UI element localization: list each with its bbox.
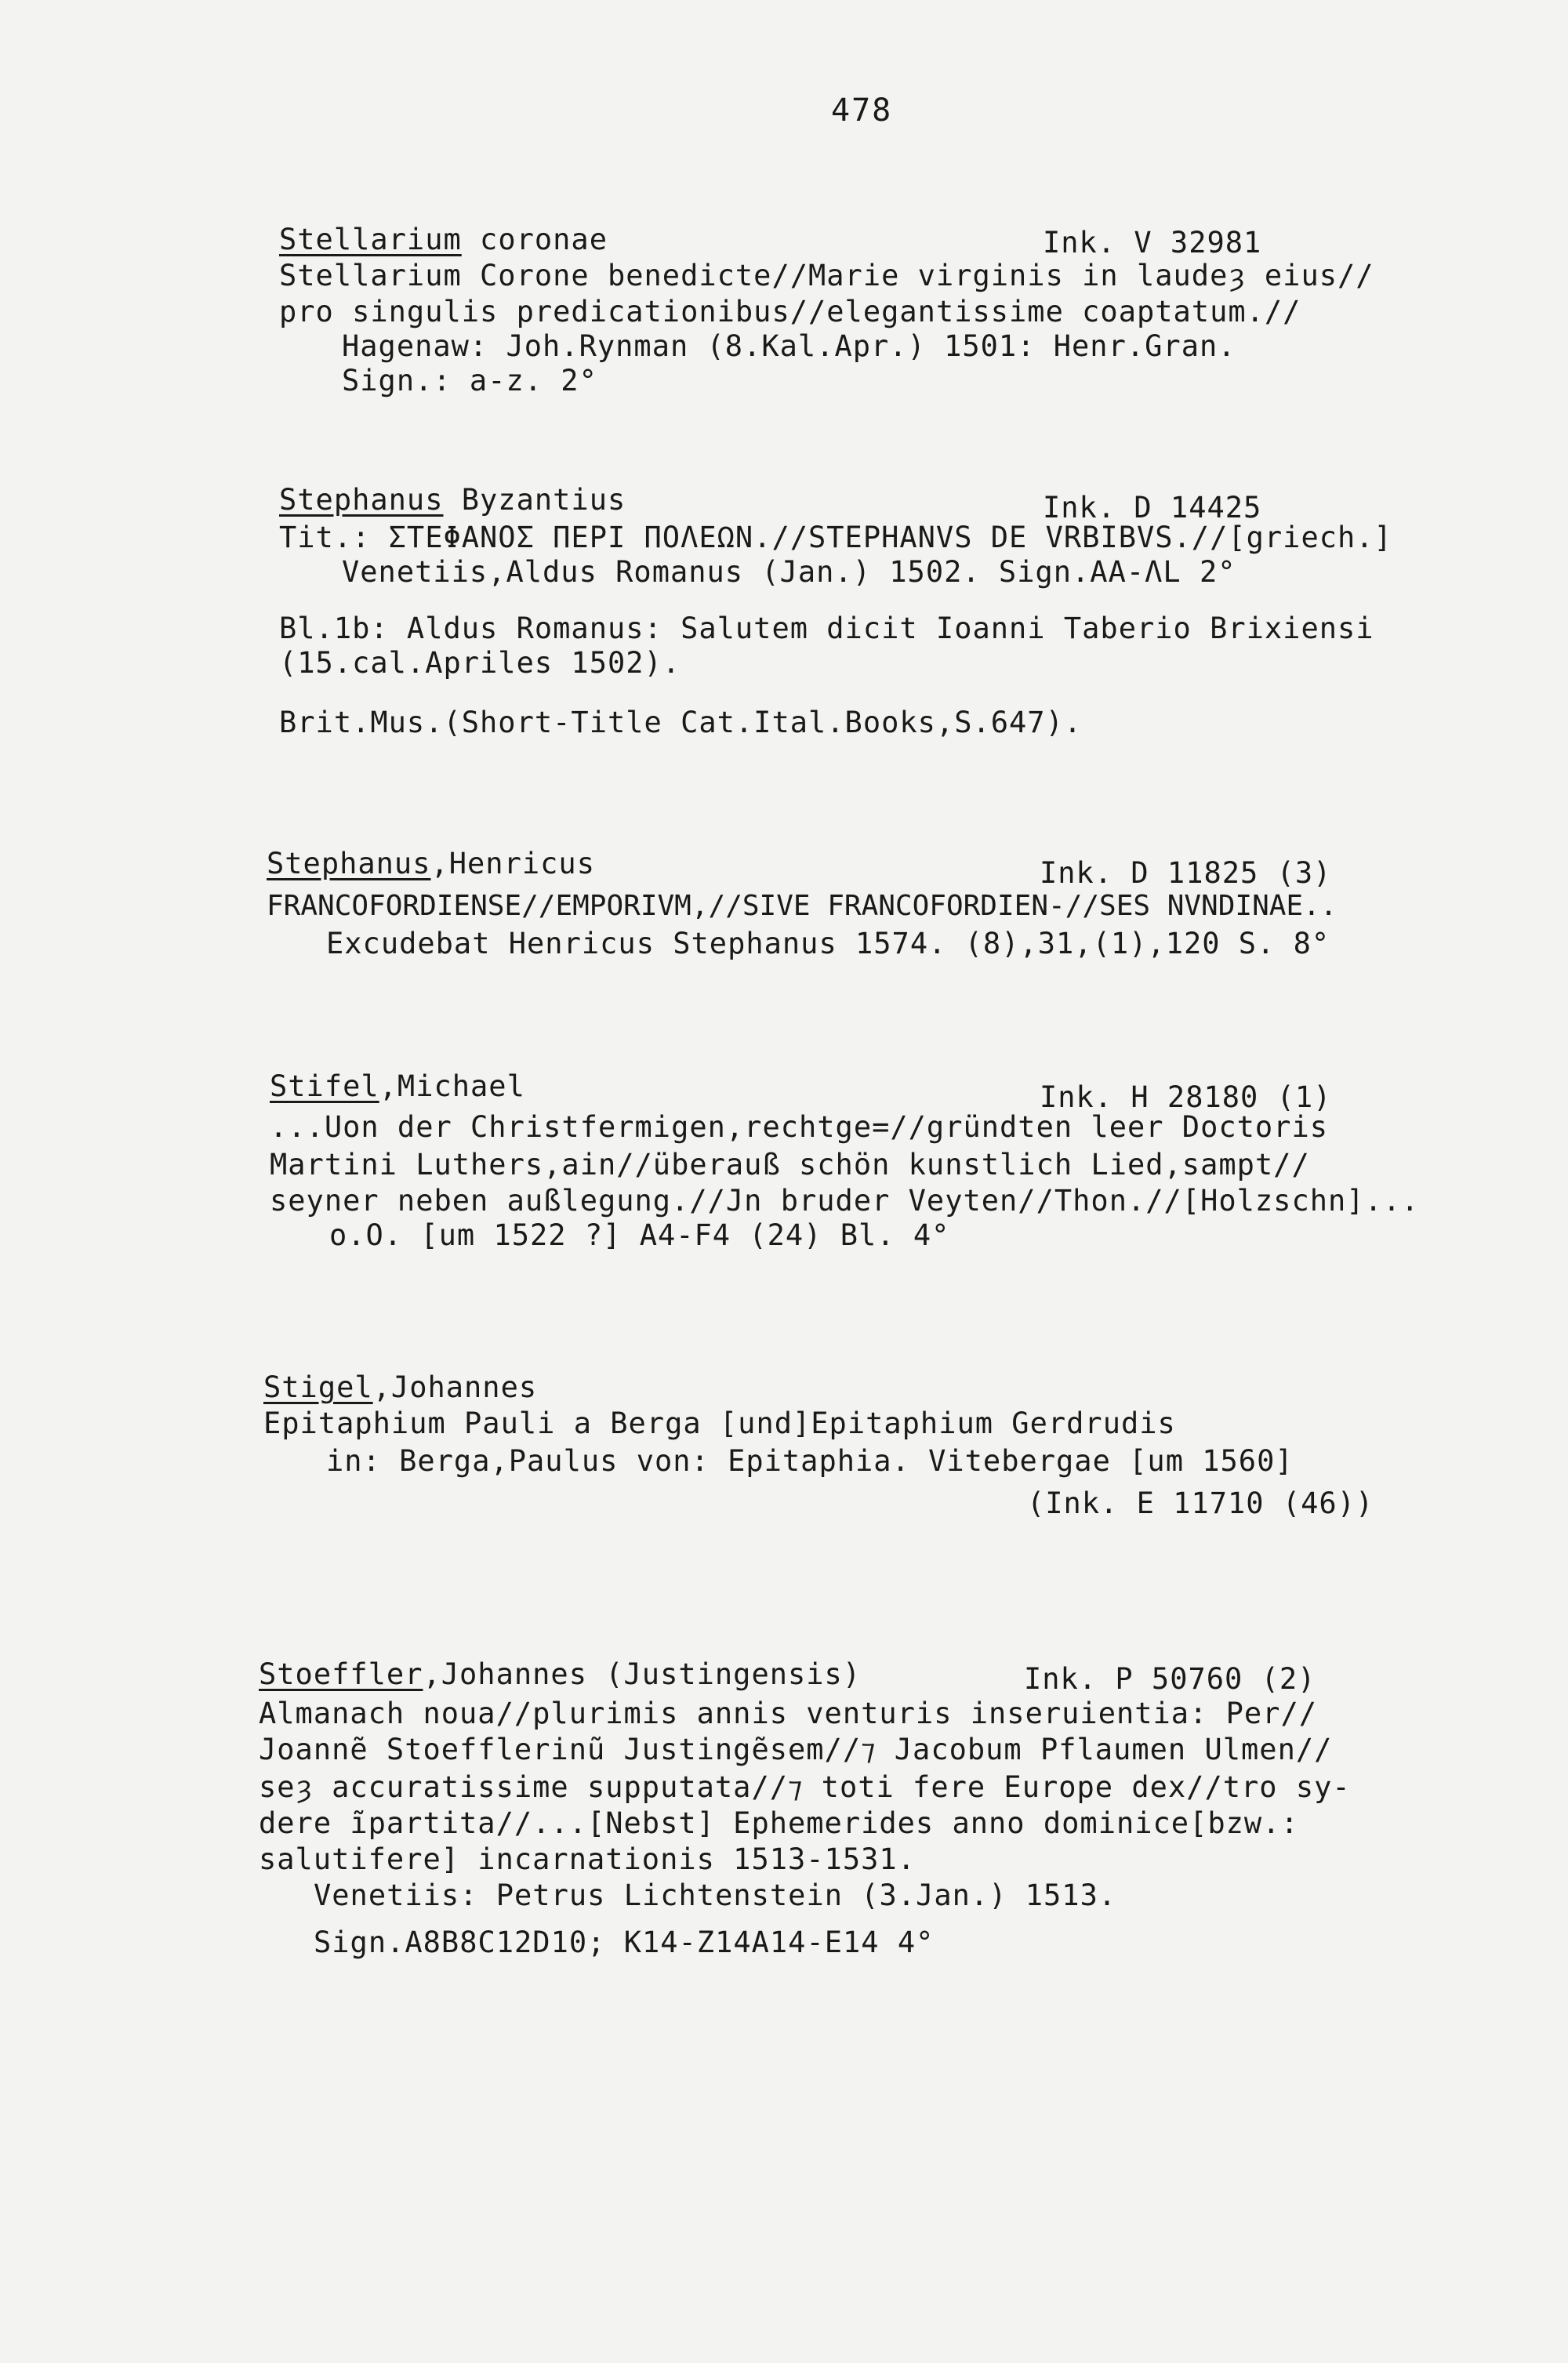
ink-number: Ink. D 14425 — [1043, 491, 1262, 525]
entry-line: dere ĩpartita//...[Nebst] Ephemerides anno dominice[bzw.: — [259, 1806, 1299, 1840]
heading-rest: ,Johannes — [372, 1370, 538, 1404]
heading-name: Stoeffler — [259, 1657, 423, 1691]
entry-heading — [263, 1370, 537, 1405]
entry-line: Martini Luthers,ain//überauß schön kunstlich Lied,sampt// — [270, 1148, 1310, 1182]
entry-line: Brit.Mus.(Short-Title Cat.Ital.Books,S.647). — [279, 706, 1083, 739]
entry-heading — [270, 1069, 525, 1104]
entry-line: o.O. [um 1522 ?] A4-F4 (24) Bl. 4° — [329, 1218, 950, 1252]
entry-line: Tit.: ΣΤΕΦΑΝΟΣ ΠΕΡΙ ΠΟΛΕΩΝ.//STEPHANVS DE VRBIBVS.//[griech.] — [279, 521, 1392, 554]
entry-line: Venetiis,Aldus Romanus (Jan.) 1502. Sign.AA-ΛL 2° — [342, 555, 1236, 589]
entry-line: seȝ accuratissime supputata//⁊ toti fere Europe dex//tro sy- — [259, 1770, 1351, 1804]
heading-rest: ,Johannes (Justingensis) — [423, 1657, 862, 1691]
entry-line: Epitaphium Pauli a Berga [und]Epitaphium Gerdrudis — [263, 1407, 1176, 1440]
entry-line: (15.cal.Apriles 1502). — [279, 646, 681, 680]
entry-line: Joannẽ Stoefflerinũ Justingẽsem//⁊ Jacobum Pflaumen Ulmen// — [259, 1733, 1333, 1766]
entry-line: Sign.A8B8C12D10; K14-Z14A14-E14 4° — [314, 1926, 935, 1959]
heading-name: Stephanus — [279, 483, 444, 517]
heading-rest: ,Michael — [379, 1069, 525, 1103]
ink-number: Ink. V 32981 — [1043, 226, 1262, 260]
entry-line: Stellarium Corone benedicte//Marie virginis in laudeȝ eius// — [279, 259, 1374, 292]
heading-rest: coronae — [461, 223, 608, 256]
heading-rest: Byzantius — [443, 483, 626, 517]
entry-line: Sign.: a-z. 2° — [342, 364, 597, 397]
entry-line: ...Uon der Christfermigen,rechtge=//gründten leer Doctoris — [270, 1110, 1329, 1144]
ink-number: Ink. H 28180 (1) — [1040, 1080, 1332, 1114]
entry-line: salutifere] incarnationis 1513-1531. — [259, 1842, 916, 1876]
entry-line: Excudebat Henricus Stephanus 1574. (8),31,(1),120 S. 8° — [326, 927, 1330, 960]
entry-line: seyner neben außlegung.//Jn bruder Veyten//Thon.//[Holzschn]... — [270, 1184, 1420, 1218]
entry-heading — [279, 483, 626, 517]
entry-heading — [259, 1657, 861, 1692]
page-number: 478 — [831, 93, 893, 129]
entry-line: Venetiis: Petrus Lichtenstein (3.Jan.) 1513. — [314, 1878, 1117, 1912]
heading-name: Stephanus — [267, 847, 431, 880]
entry-line: (Ink. E 11710 (46)) — [1027, 1486, 1374, 1520]
entry-line: Almanach noua//plurimis annis venturis inseruientia: Per// — [259, 1697, 1318, 1730]
entry-heading — [267, 847, 595, 881]
heading-rest: ,Henricus — [430, 847, 595, 880]
heading-name: Stellarium — [279, 223, 462, 256]
entry-line: Hagenaw: Joh.Rynman (8.Kal.Apr.) 1501: Henr.Gran. — [342, 329, 1236, 363]
entry-line: pro singulis predicationibus//elegantissime coaptatum.// — [279, 295, 1301, 328]
ink-number: Ink. D 11825 (3) — [1040, 856, 1332, 890]
entry-line: in: Berga,Paulus von: Epitaphia. Vitebergae [um 1560] — [326, 1444, 1294, 1478]
ink-number: Ink. P 50760 (2) — [1024, 1662, 1316, 1696]
entry-line: Bl.1b: Aldus Romanus: Salutem dicit Ioanni Taberio Brixiensi — [279, 612, 1374, 645]
entry-heading — [279, 223, 608, 257]
heading-name: Stigel — [263, 1370, 373, 1404]
entry-line: FRANCOFORDIENSE//EMPORIVM,//SIVE FRANCOFORDIEN-//SES NVNDINAE.. — [267, 890, 1338, 922]
heading-name: Stifel — [270, 1069, 379, 1103]
